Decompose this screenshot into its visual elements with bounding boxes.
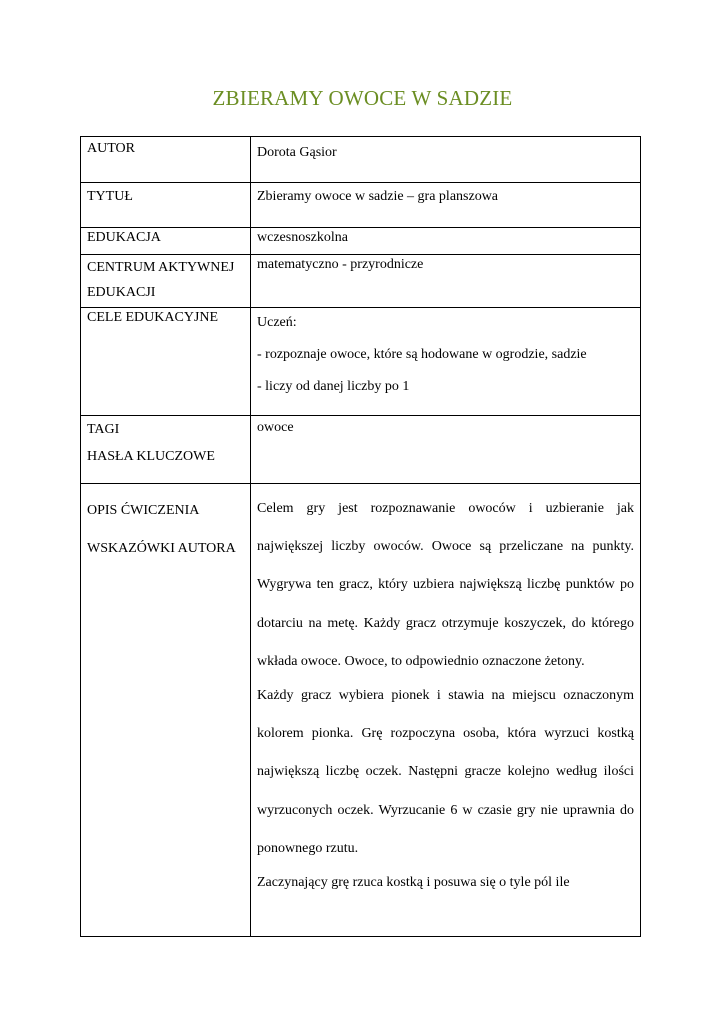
cele-line-intro: Uczeń: xyxy=(257,315,297,330)
opis-label-1: OPIS ĆWICZENIA xyxy=(87,503,200,518)
row-value-tytul: Zbieramy owoce w sadzie – gra planszowa xyxy=(251,183,641,228)
row-label-edukacja: EDUKACJA xyxy=(81,228,251,255)
opis-label-2: WSKAZÓWKI AUTORA xyxy=(87,541,236,556)
cele-line-goal-1: - rozpoznaje owoce, które są hodowane w ogrodzie, sadzie xyxy=(257,347,587,362)
table-row-opis xyxy=(81,484,641,937)
row-value-centrum: matematyczno - przyrodnicze xyxy=(251,255,641,308)
row-value-cele xyxy=(251,308,641,416)
table-row-cele xyxy=(81,308,641,416)
row-label-tagi xyxy=(81,416,251,484)
row-value-autor: Dorota Gąsior xyxy=(251,137,641,183)
row-label-opis xyxy=(81,484,251,937)
row-value-tagi: owoce xyxy=(251,416,641,484)
table-row-autor xyxy=(81,137,641,183)
page-title: ZBIERAMY OWOCE W SADZIE xyxy=(212,86,513,110)
lesson-info-table xyxy=(80,136,641,937)
row-label-centrum: CENTRUM AKTYWNEJ EDUKACJI xyxy=(81,255,251,308)
table-row-edukacja xyxy=(81,228,641,255)
opis-paragraph-3: Zaczynający grę rzuca kostką i posuwa się o tyle pól ile xyxy=(257,875,570,891)
opis-paragraph-2: Każdy gracz wybiera pionek i stawia na miejscu oznaczonym kolorem pionka. Grę rozpoczyna osoba, która wyrzuci kostką największą liczbę oczek. Następni gracze kolejno według ilości wyrzuconych oczek. Wyrzucanie 6 w czasie gry nie uprawnia do ponownego rzutu. xyxy=(257,688,634,856)
cele-line-goal-2: - liczy od danej liczby po 1 xyxy=(257,379,410,394)
tagi-label-2: HASŁA KLUCZOWE xyxy=(87,449,215,464)
row-label-autor: AUTOR xyxy=(81,137,251,183)
opis-paragraph-1: Celem gry jest rozpoznawanie owoców i uzbieranie jak największej liczby owoców. Owoce są przeliczane na punkty. Wygrywa ten gracz, który uzbiera największą liczbę punktów po dotarciu na metę. Każdy gracz otrzymuje koszyczek, do którego wkłada owoce. Owoce, to odpowiednio oznaczone żetony. xyxy=(257,501,634,669)
table-row-centrum xyxy=(81,255,641,308)
table-row-tytul xyxy=(81,183,641,228)
row-value-edukacja: wczesnoszkolna xyxy=(251,228,641,255)
tagi-label-1: TAGI xyxy=(87,422,120,437)
row-value-opis xyxy=(251,484,641,937)
row-label-tytul: TYTUŁ xyxy=(81,183,251,228)
row-label-cele: CELE EDUKACYJNE xyxy=(81,308,251,416)
table-row-tagi xyxy=(81,416,641,484)
